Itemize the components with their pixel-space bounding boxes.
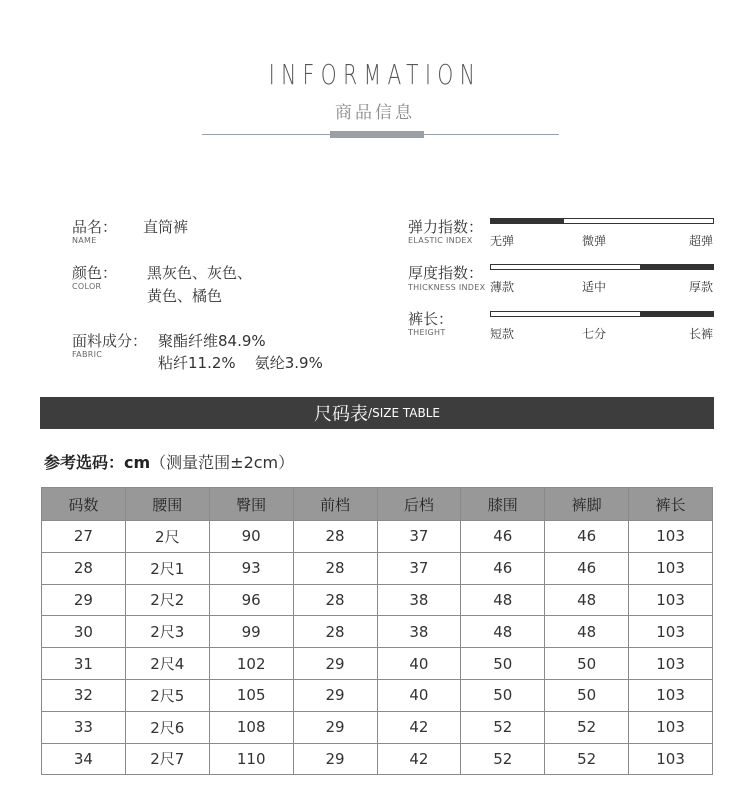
table-cell: 48 <box>461 584 545 616</box>
table-cell: 50 <box>545 648 629 680</box>
table-cell: 33 <box>42 711 126 743</box>
elastic-index-label-en: ELASTIC INDEX <box>408 236 473 245</box>
table-cell: 52 <box>545 743 629 775</box>
table-cell: 29 <box>42 584 126 616</box>
table-row <box>42 552 713 584</box>
thickness-index-fill <box>640 265 713 269</box>
header-cell: 膝围 <box>461 488 545 521</box>
table-cell: 48 <box>461 616 545 648</box>
table-cell: 2尺1 <box>125 552 209 584</box>
table-cell: 103 <box>629 648 713 680</box>
header-cell: 后档 <box>377 488 461 521</box>
elastic-tick-high: 超弹 <box>689 234 714 248</box>
name-label: 品名： <box>72 218 118 236</box>
table-cell: 29 <box>293 679 377 711</box>
table-cell: 28 <box>293 521 377 553</box>
elastic-index-fill <box>491 219 564 223</box>
fabric-value-line1: 聚酯纤维84.9% <box>158 332 266 350</box>
table-cell: 2尺2 <box>125 584 209 616</box>
table-cell: 46 <box>461 552 545 584</box>
size-table <box>41 487 713 775</box>
table-cell: 103 <box>629 743 713 775</box>
name-value: 直筒裤 <box>143 218 189 236</box>
table-cell: 99 <box>209 616 293 648</box>
table-cell: 29 <box>293 711 377 743</box>
table-cell: 103 <box>629 616 713 648</box>
table-cell: 96 <box>209 584 293 616</box>
table-cell: 108 <box>209 711 293 743</box>
table-cell: 103 <box>629 711 713 743</box>
size-table-title-cn: 尺码表 <box>314 404 369 425</box>
header-cell: 前档 <box>293 488 377 521</box>
table-cell: 46 <box>461 521 545 553</box>
table-row <box>42 616 713 648</box>
table-cell: 28 <box>42 552 126 584</box>
thickness-tick-low: 薄款 <box>490 280 515 294</box>
table-row <box>42 648 713 680</box>
table-cell: 52 <box>461 743 545 775</box>
length-label-en: THEIGHT <box>408 328 446 337</box>
length-tick-high: 长裤 <box>689 327 714 341</box>
elastic-tick-mid: 微弹 <box>582 234 607 248</box>
size-table-banner <box>40 397 714 429</box>
table-cell: 40 <box>377 679 461 711</box>
size-reference-label: 参考选码： <box>44 453 125 472</box>
table-row <box>42 679 713 711</box>
fabric-value-line2: 粘纤11.2% 氨纶3.9% <box>158 354 323 372</box>
header-cell: 腰围 <box>125 488 209 521</box>
table-cell: 2尺3 <box>125 616 209 648</box>
thickness-tick-high: 厚款 <box>689 280 714 294</box>
header-cell: 臀围 <box>209 488 293 521</box>
table-cell: 105 <box>209 679 293 711</box>
table-cell: 48 <box>545 584 629 616</box>
table-row <box>42 521 713 553</box>
table-cell: 42 <box>377 711 461 743</box>
table-row <box>42 584 713 616</box>
table-cell: 28 <box>293 552 377 584</box>
table-cell: 27 <box>42 521 126 553</box>
table-cell: 37 <box>377 521 461 553</box>
header-cell: 码数 <box>42 488 126 521</box>
length-tick-mid: 七分 <box>582 327 607 341</box>
table-cell: 46 <box>545 552 629 584</box>
size-table-header-row <box>42 488 713 521</box>
color-value-line2: 黄色、橘色 <box>147 287 223 305</box>
table-row <box>42 743 713 775</box>
table-cell: 90 <box>209 521 293 553</box>
table-cell: 46 <box>545 521 629 553</box>
table-row <box>42 711 713 743</box>
table-cell: 50 <box>545 679 629 711</box>
thickness-tick-mid: 适中 <box>582 280 607 294</box>
header-divider-accent <box>330 131 424 138</box>
table-cell: 2尺4 <box>125 648 209 680</box>
table-cell: 103 <box>629 552 713 584</box>
section-title-cn: 商品信息 <box>335 103 415 123</box>
table-cell: 50 <box>461 679 545 711</box>
size-reference-range: （测量范围±2cm） <box>150 453 295 472</box>
table-cell: 110 <box>209 743 293 775</box>
header-cell: 裤长 <box>629 488 713 521</box>
thickness-index-bar <box>490 264 714 270</box>
section-title-en: INFORMATION <box>268 58 482 91</box>
table-cell: 38 <box>377 616 461 648</box>
color-label-en: COLOR <box>72 282 102 291</box>
size-table-title-en: /SIZE TABLE <box>368 406 440 420</box>
elastic-index-bar <box>490 218 714 224</box>
table-cell: 29 <box>293 648 377 680</box>
table-cell: 38 <box>377 584 461 616</box>
table-cell: 31 <box>42 648 126 680</box>
table-cell: 50 <box>461 648 545 680</box>
size-reference-note <box>44 450 294 473</box>
table-cell: 2尺6 <box>125 711 209 743</box>
table-cell: 52 <box>545 711 629 743</box>
fabric-label-en: FABRIC <box>72 350 103 359</box>
table-cell: 40 <box>377 648 461 680</box>
table-cell: 102 <box>209 648 293 680</box>
thickness-index-label-en: THICKNESS INDEX <box>408 283 486 292</box>
elastic-tick-low: 无弹 <box>490 234 515 248</box>
table-cell: 2尺 <box>125 521 209 553</box>
table-cell: 32 <box>42 679 126 711</box>
elastic-index-label: 弹力指数： <box>408 218 484 236</box>
table-cell: 103 <box>629 584 713 616</box>
table-cell: 2尺5 <box>125 679 209 711</box>
length-tick-low: 短款 <box>490 327 515 341</box>
table-cell: 103 <box>629 679 713 711</box>
table-cell: 37 <box>377 552 461 584</box>
color-label: 颜色： <box>72 264 118 282</box>
size-reference-unit: cm <box>124 453 151 472</box>
table-cell: 2尺7 <box>125 743 209 775</box>
header-cell: 裤脚 <box>545 488 629 521</box>
table-cell: 103 <box>629 521 713 553</box>
table-cell: 93 <box>209 552 293 584</box>
length-bar <box>490 311 714 317</box>
length-label: 裤长： <box>408 310 454 328</box>
table-cell: 52 <box>461 711 545 743</box>
table-cell: 30 <box>42 616 126 648</box>
table-cell: 28 <box>293 616 377 648</box>
table-cell: 34 <box>42 743 126 775</box>
fabric-label: 面料成分： <box>72 332 148 350</box>
length-fill <box>640 312 713 316</box>
thickness-index-label: 厚度指数： <box>408 264 484 282</box>
color-value-line1: 黑灰色、灰色、 <box>147 264 253 282</box>
table-cell: 48 <box>545 616 629 648</box>
table-cell: 28 <box>293 584 377 616</box>
name-label-en: NAME <box>72 236 97 245</box>
table-cell: 42 <box>377 743 461 775</box>
table-cell: 29 <box>293 743 377 775</box>
